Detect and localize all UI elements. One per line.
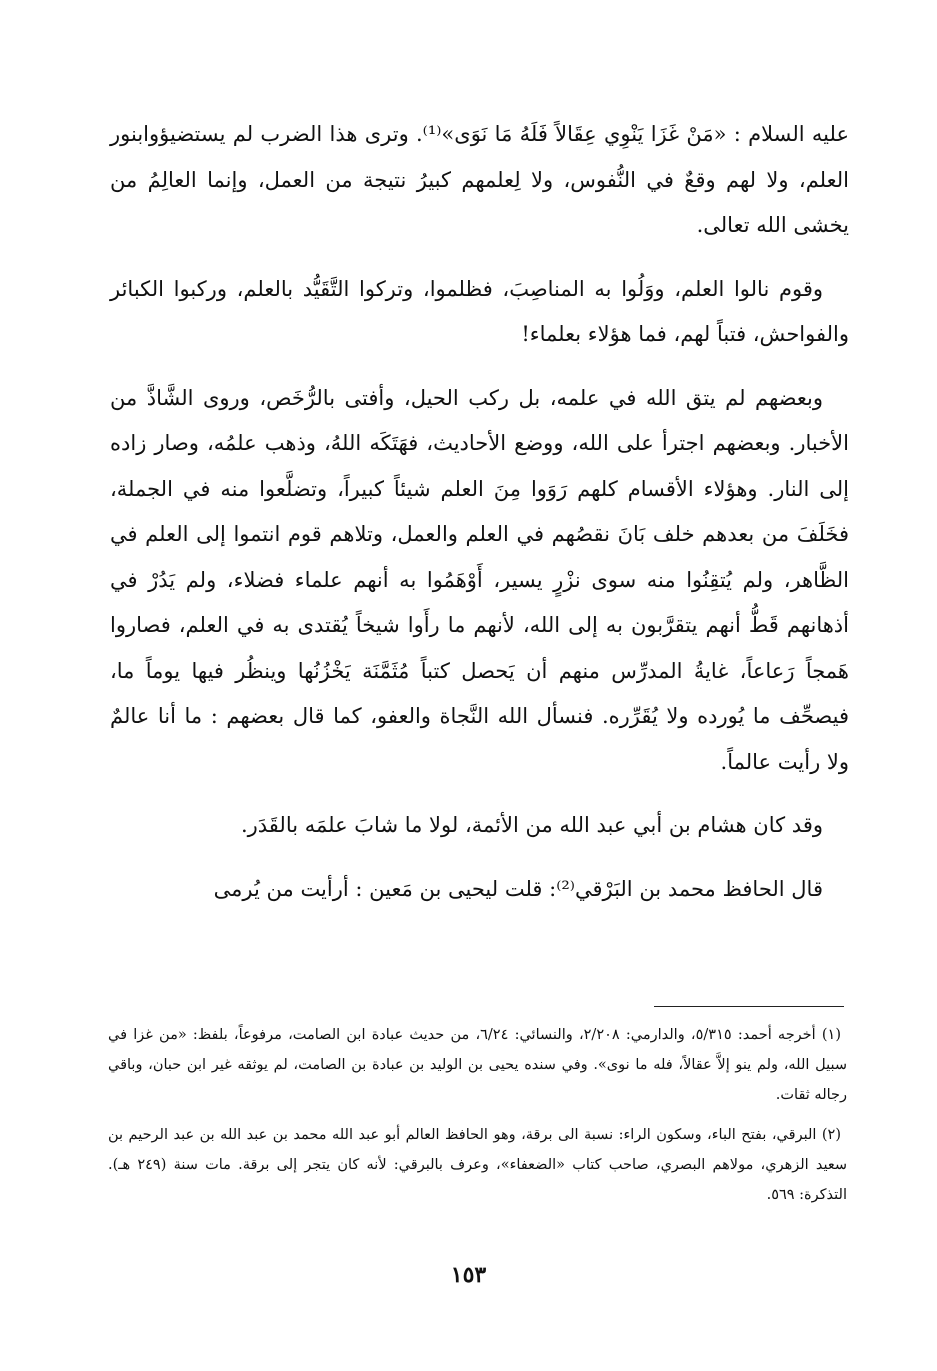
paragraph-1: عليه السلام : «مَنْ غَزَا يَنْوِي عِقَالاً فَلَهُ مَا نَوَى»⁽¹⁾. وترى هذا الضرب لم يستضيؤوابنور العلم، ولا لهم وقعٌ في النُّفوس، ولا لِعلمهم كبيرُ نتيجة من العمل، وإنما العالِمُ من يخشى الله تعالى. bbox=[110, 122, 849, 237]
paragraph-5: قال الحافظ محمد بن البَرْقي⁽²⁾: قلت ليحيى بن مَعين : أرأيت من يُرمى bbox=[213, 876, 823, 901]
paragraph-2: وقوم نالوا العلم، ووَلُوا به المناصِبَ، فظلموا، وتركوا التَّقَيُّد بالعلم، وركبوا الكبائر والفواحش، فتباً لهم، فما هؤلاء بعلماء! bbox=[110, 276, 849, 346]
paragraph-3: وبعضهم لم يتق الله في علمه، بل ركب الحيل، وأفتى بالرُّخَص، وروى الشَّاذَّ من الأخبار. وبعضهم اجترأ على الله، ووضع الأحاديث، فهَتَكَه اللهُ، وذهب علمُه، وصار زاده إلى النار. وهؤلاء الأقسام كلهم رَوَوا مِنَ العلم شيئاً كبيراً، وتضلَّعوا منه في الجملة، فخَلَفَ من بعدهم خلف بَانَ نقصُهم في العلم والعمل، وتلاهم قوم انتموا إلى العلم في الظَّاهر، ولم يُتقِنُوا منه سوى نزْرٍ يسير، أَوْهَمُوا به أنهم علماء فضلاء، ولم يَدُرْ في أذهانهم قَطُّ أنهم يتقرَّبون به إلى الله، لأنهم ما رأَوا شيخاً يُقتدى به في العلم، فصاروا هَمجاً رَعاعاً، غايةُ المدرِّس منهم أن يَحصل كتباً مُثَمَّنَة يَخْزُنُها وينظُر فيها يوماً ما، فيصحِّف ما يُورده ولا يُقَرِّره. فنسأل الله النَّجاة والعفو، كما قال بعضهم : ما أنا عالمٌ ولا رأيت عالماً. bbox=[110, 385, 849, 774]
footnote-1: (١) أخرجه أحمد: ٥/٣١٥، والدارمي: ٢/٢٠٨، والنسائي: ٦/٢٤، من حديث عبادة ابن الصامت، مرفوعاً، بلفظ: «من غزا في سبيل الله، ولم ينو إلاَّ عقالاً، فله ما نوى». وفي سنده يحيى بن الوليد بن عبادة بن الصامت، لم يوثقه غير ابن حبان، وباقي رجاله ثقات. bbox=[108, 1027, 847, 1103]
footnote-divider bbox=[654, 1006, 844, 1007]
paragraph-4: وقد كان هشام بن أبي عبد الله من الأئمة، لولا ما شابَ علمَه بالقَدَر. bbox=[240, 813, 823, 837]
page-number: ١٥٣ bbox=[450, 1262, 487, 1288]
footnotes bbox=[108, 1020, 847, 1220]
footnote-2: (٢) البرقي، بفتح الباء، وسكون الراء: نسبة الى برقة، وهو الحافظ العالم أبو عبد الله محمد بن عبد الله بن عبد الرحيم بن سعيد الزهري، مولاهم البصري، صاحب كتاب «الضعفاء»، وعرف بالبرقي: لأنه كان يتجر إلى برقة. مات سنة (٢٤٩ هـ). التذكرة: ٥٦٩. bbox=[108, 1127, 847, 1203]
main-text bbox=[110, 112, 849, 930]
